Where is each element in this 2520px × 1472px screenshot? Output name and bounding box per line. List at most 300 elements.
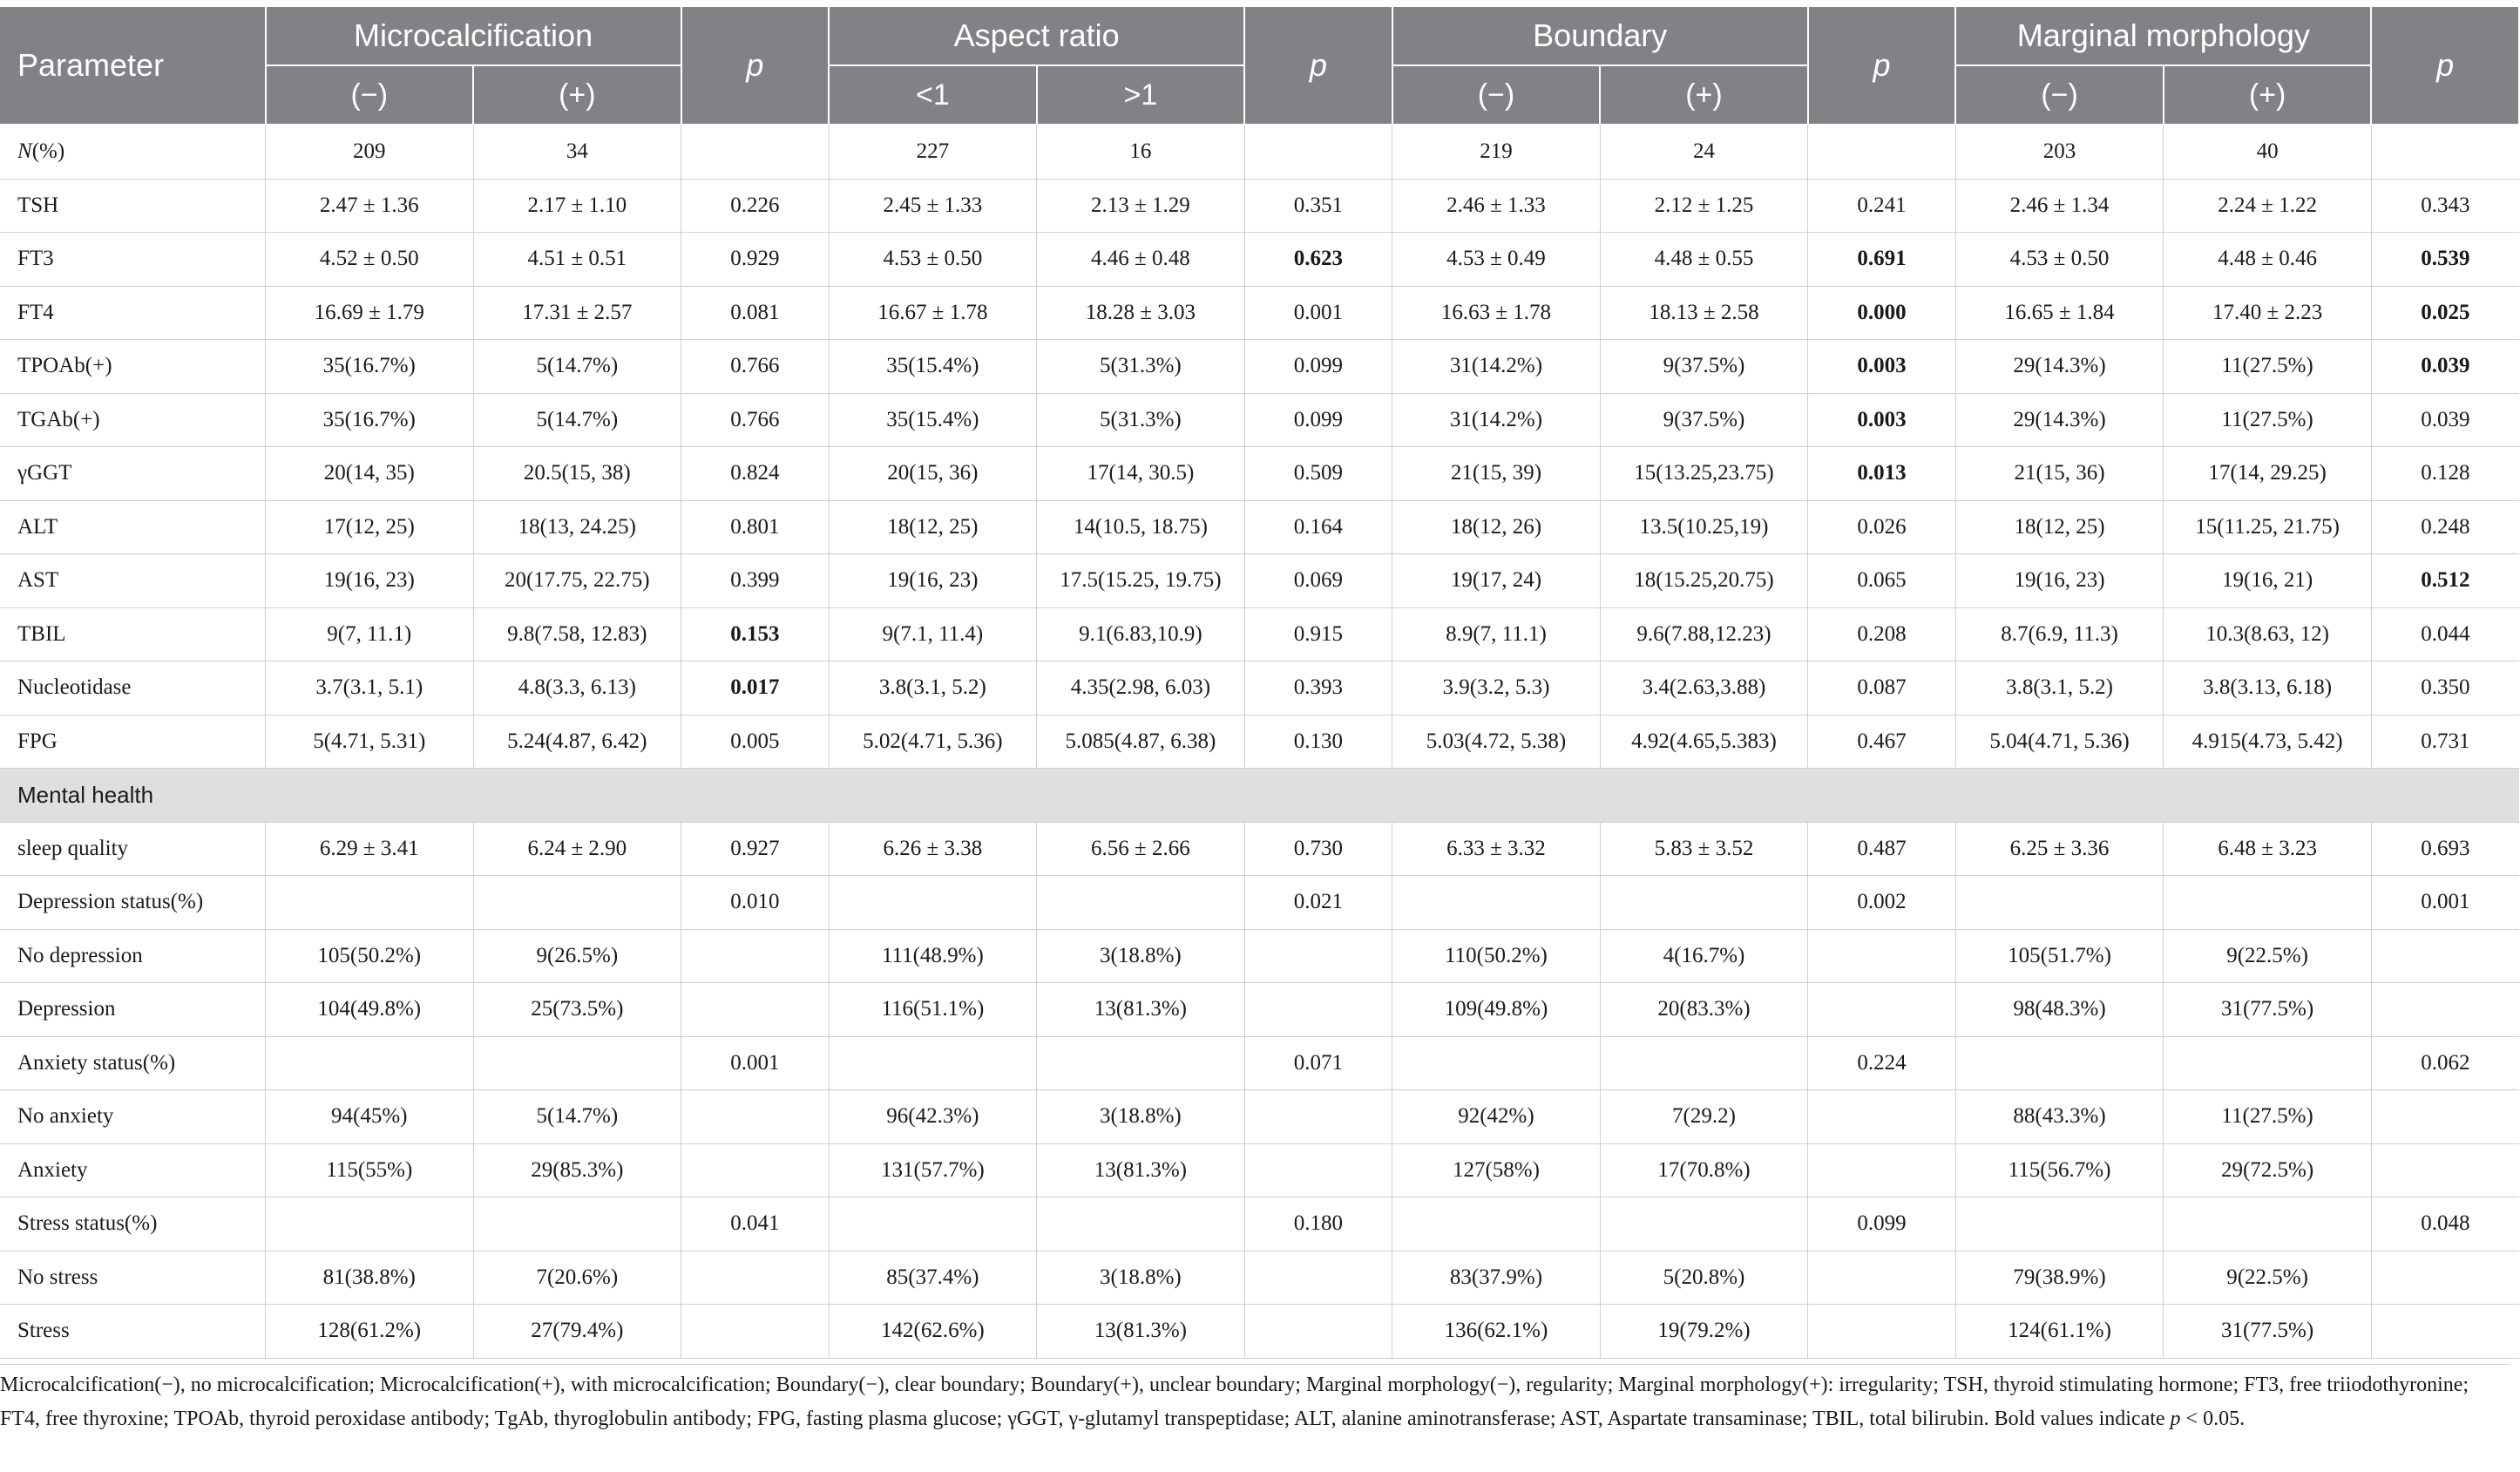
- table-row: [0, 1197, 2519, 1252]
- p-value-cell: 0.017: [681, 661, 830, 716]
- p-value-cell: 0.224: [1808, 1036, 1956, 1090]
- p-value-cell: 0.180: [1244, 1197, 1392, 1252]
- p-value-cell: [2371, 1305, 2519, 1359]
- table-cell: [1244, 125, 1392, 179]
- p-value-cell: 0.801: [681, 500, 830, 554]
- table-cell: 128(61.2%): [266, 1305, 474, 1359]
- table-row: [0, 393, 2519, 447]
- header-sub: (−): [266, 65, 474, 125]
- p-value-cell: 0.071: [1244, 1036, 1392, 1090]
- table-cell: [829, 1036, 1037, 1090]
- p-value-cell: 0.730: [1244, 822, 1392, 876]
- row-label: No anxiety: [0, 1090, 266, 1144]
- row-label: No stress: [0, 1251, 266, 1305]
- table-cell: 5(14.7%): [473, 1090, 681, 1144]
- table-cell: 5(14.7%): [473, 393, 681, 447]
- p-value-cell: 0.226: [681, 179, 830, 233]
- table-cell: 19(79.2%): [1600, 1305, 1808, 1359]
- table-row: [0, 500, 2519, 554]
- table-cell: 4(16.7%): [1600, 929, 1808, 983]
- table-cell: 6.29 ± 3.41: [266, 822, 474, 876]
- table-cell: 13.5(10.25,19): [1600, 500, 1808, 554]
- results-table: [0, 7, 2520, 1359]
- table-cell: 79(38.9%): [1955, 1251, 2164, 1305]
- p-value-cell: 0.025: [2371, 286, 2519, 340]
- p-value-cell: 0.487: [1808, 822, 1956, 876]
- row-label: ALT: [0, 500, 266, 554]
- table-cell: 3.8(3.1, 5.2): [1955, 661, 2164, 716]
- header-p: p: [2371, 7, 2519, 125]
- table-cell: 4.51 ± 0.51: [473, 233, 681, 287]
- table-row: [0, 983, 2519, 1037]
- table-row: [0, 554, 2519, 608]
- table-cell: 6.25 ± 3.36: [1955, 822, 2164, 876]
- table-cell: 5.83 ± 3.52: [1600, 822, 1808, 876]
- table-cell: 2.17 ± 1.10: [473, 179, 681, 233]
- header-sub: (+): [2164, 65, 2372, 125]
- p-value-cell: [1244, 1305, 1392, 1359]
- p-value-cell: 0.915: [1244, 607, 1392, 661]
- table-cell: [1955, 876, 2164, 930]
- table-row: [0, 233, 2519, 287]
- p-value-cell: [1808, 983, 1956, 1037]
- p-value-cell: [2371, 1143, 2519, 1197]
- table-cell: 5(14.7%): [473, 340, 681, 394]
- table-cell: 13(81.3%): [1037, 1305, 1245, 1359]
- table-row: [0, 1305, 2519, 1359]
- row-label: sleep quality: [0, 822, 266, 876]
- p-value-cell: 0.351: [1244, 179, 1392, 233]
- p-value-cell: [1808, 1305, 1956, 1359]
- table-cell: [2164, 1036, 2372, 1090]
- table-cell: 92(42%): [1392, 1090, 1601, 1144]
- table-cell: 3.8(3.13, 6.18): [2164, 661, 2372, 716]
- table-cell: 4.53 ± 0.50: [1955, 233, 2164, 287]
- section-title: Mental health: [0, 769, 2519, 823]
- table-cell: 10.3(8.63, 12): [2164, 607, 2372, 661]
- p-value-cell: 0.087: [1808, 661, 1956, 716]
- table-cell: 203: [1955, 125, 2164, 179]
- table-cell: 3(18.8%): [1037, 929, 1245, 983]
- table-cell: [473, 876, 681, 930]
- table-row: [0, 822, 2519, 876]
- table-cell: 8.7(6.9, 11.3): [1955, 607, 2164, 661]
- p-value-cell: [1244, 1143, 1392, 1197]
- table-cell: 9.8(7.58, 12.83): [473, 607, 681, 661]
- table-cell: 31(77.5%): [2164, 1305, 2372, 1359]
- table-cell: 16.69 ± 1.79: [266, 286, 474, 340]
- table-cell: 35(16.7%): [266, 340, 474, 394]
- p-value-cell: [1808, 1251, 1956, 1305]
- p-value-cell: [681, 1305, 830, 1359]
- p-value-cell: 0.005: [681, 715, 830, 769]
- table-cell: 17.31 ± 2.57: [473, 286, 681, 340]
- p-value-cell: 0.241: [1808, 179, 1956, 233]
- table-cell: 18.28 ± 3.03: [1037, 286, 1245, 340]
- table-cell: 85(37.4%): [829, 1251, 1037, 1305]
- table-cell: 2.46 ± 1.34: [1955, 179, 2164, 233]
- p-value-cell: 0.343: [2371, 179, 2519, 233]
- p-value-cell: 0.039: [2371, 393, 2519, 447]
- p-value-cell: 0.130: [1244, 715, 1392, 769]
- p-value-cell: 0.623: [1244, 233, 1392, 287]
- table-cell: 20(17.75, 22.75): [473, 554, 681, 608]
- p-value-cell: 0.467: [1808, 715, 1956, 769]
- table-cell: 11(27.5%): [2164, 1090, 2372, 1144]
- footnote-end: < 0.05.: [2180, 1408, 2246, 1430]
- table-cell: 29(85.3%): [473, 1143, 681, 1197]
- table-cell: [473, 1036, 681, 1090]
- table-cell: 2.45 ± 1.33: [829, 179, 1037, 233]
- table-cell: 16.65 ± 1.84: [1955, 286, 2164, 340]
- n-suffix: (%): [31, 139, 65, 164]
- p-value-cell: 0.000: [1808, 286, 1956, 340]
- table-row: [0, 1143, 2519, 1197]
- table-cell: 3.9(3.2, 5.3): [1392, 661, 1601, 716]
- row-label: No depression: [0, 929, 266, 983]
- table-cell: 9(37.5%): [1600, 340, 1808, 394]
- table-cell: 11(27.5%): [2164, 393, 2372, 447]
- table-cell: 20.5(15, 38): [473, 447, 681, 501]
- table-cell: 4.8(3.3, 6.13): [473, 661, 681, 716]
- p-value-cell: 0.003: [1808, 340, 1956, 394]
- table-cell: 4.915(4.73, 5.42): [2164, 715, 2372, 769]
- table-cell: 35(15.4%): [829, 393, 1037, 447]
- table-cell: 105(51.7%): [1955, 929, 2164, 983]
- p-value-cell: 0.824: [681, 447, 830, 501]
- table-cell: 111(48.9%): [829, 929, 1037, 983]
- table-cell: [1955, 1197, 2164, 1252]
- table-cell: 3.7(3.1, 5.1): [266, 661, 474, 716]
- header-sub: (+): [473, 65, 681, 125]
- header-p: p: [1244, 7, 1392, 125]
- table-cell: 4.53 ± 0.49: [1392, 233, 1601, 287]
- table-cell: 29(14.3%): [1955, 393, 2164, 447]
- p-value-cell: 0.001: [681, 1036, 830, 1090]
- row-label: FT3: [0, 233, 266, 287]
- p-value-cell: [1808, 929, 1956, 983]
- table-cell: 6.26 ± 3.38: [829, 822, 1037, 876]
- row-label: Depression status(%): [0, 876, 266, 930]
- table-cell: [266, 1036, 474, 1090]
- table-cell: [1600, 876, 1808, 930]
- p-value-cell: 0.512: [2371, 554, 2519, 608]
- table-cell: 17(14, 29.25): [2164, 447, 2372, 501]
- table-cell: 9(26.5%): [473, 929, 681, 983]
- row-label: Stress status(%): [0, 1197, 266, 1252]
- table-cell: 16.63 ± 1.78: [1392, 286, 1601, 340]
- table-cell: 27(79.4%): [473, 1305, 681, 1359]
- table-cell: 109(49.8%): [1392, 983, 1601, 1037]
- table-cell: 18.13 ± 2.58: [1600, 286, 1808, 340]
- table-cell: [1600, 1036, 1808, 1090]
- table-cell: 15(13.25,23.75): [1600, 447, 1808, 501]
- table-cell: 5.24(4.87, 6.42): [473, 715, 681, 769]
- p-value-cell: [681, 983, 830, 1037]
- table-cell: 6.24 ± 2.90: [473, 822, 681, 876]
- table-cell: 40: [2164, 125, 2372, 179]
- table-cell: [829, 876, 1037, 930]
- row-label: FT4: [0, 286, 266, 340]
- table-cell: [1392, 1036, 1601, 1090]
- table-cell: 9(22.5%): [2164, 929, 2372, 983]
- table-cell: 25(73.5%): [473, 983, 681, 1037]
- table-row: [0, 715, 2519, 769]
- table-cell: [473, 1197, 681, 1252]
- row-label: Nucleotidase: [0, 661, 266, 716]
- table-cell: 11(27.5%): [2164, 340, 2372, 394]
- table-cell: 227: [829, 125, 1037, 179]
- p-value-cell: [681, 1090, 830, 1144]
- row-label: γGGT: [0, 447, 266, 501]
- table-cell: 4.52 ± 0.50: [266, 233, 474, 287]
- table-cell: 3(18.8%): [1037, 1090, 1245, 1144]
- table-row: [0, 1090, 2519, 1144]
- p-value-cell: 0.927: [681, 822, 830, 876]
- table-cell: 31(14.2%): [1392, 340, 1601, 394]
- table-cell: 18(12, 26): [1392, 500, 1601, 554]
- table-cell: 19(16, 23): [266, 554, 474, 608]
- table-cell: 9.6(7.88,12.23): [1600, 607, 1808, 661]
- table-cell: 9.1(6.83,10.9): [1037, 607, 1245, 661]
- table-cell: 115(55%): [266, 1143, 474, 1197]
- table-cell: 6.33 ± 3.32: [1392, 822, 1601, 876]
- table-cell: 94(45%): [266, 1090, 474, 1144]
- p-value-cell: 0.099: [1244, 340, 1392, 394]
- table-row: [0, 607, 2519, 661]
- p-value-cell: 0.081: [681, 286, 830, 340]
- p-value-cell: [1244, 983, 1392, 1037]
- table-cell: 18(15.25,20.75): [1600, 554, 1808, 608]
- table-cell: 4.92(4.65,5.383): [1600, 715, 1808, 769]
- table-cell: 116(51.1%): [829, 983, 1037, 1037]
- p-value-cell: [2371, 929, 2519, 983]
- table-row: [0, 447, 2519, 501]
- p-value-cell: 0.069: [1244, 554, 1392, 608]
- table-cell: 16.67 ± 1.78: [829, 286, 1037, 340]
- table-cell: 20(15, 36): [829, 447, 1037, 501]
- table-cell: [266, 876, 474, 930]
- table-row: [0, 179, 2519, 233]
- row-label: Anxiety status(%): [0, 1036, 266, 1090]
- table-cell: 136(62.1%): [1392, 1305, 1601, 1359]
- p-value-cell: 0.509: [1244, 447, 1392, 501]
- table-cell: 31(77.5%): [2164, 983, 2372, 1037]
- p-value-cell: 0.350: [2371, 661, 2519, 716]
- table-cell: [1037, 1197, 1245, 1252]
- table-cell: 17.5(15.25, 19.75): [1037, 554, 1245, 608]
- table-cell: 19(16, 23): [1955, 554, 2164, 608]
- p-value-cell: 0.539: [2371, 233, 2519, 287]
- table-cell: 127(58%): [1392, 1143, 1601, 1197]
- header-group-microcalcification: Microcalcification: [266, 7, 681, 65]
- header-p: p: [1808, 7, 1956, 125]
- p-value-cell: [1244, 1251, 1392, 1305]
- table-cell: 2.24 ± 1.22: [2164, 179, 2372, 233]
- table-cell: 3(18.8%): [1037, 1251, 1245, 1305]
- table-cell: 5.02(4.71, 5.36): [829, 715, 1037, 769]
- table-cell: 13(81.3%): [1037, 983, 1245, 1037]
- table-cell: 14(10.5, 18.75): [1037, 500, 1245, 554]
- p-value-cell: 0.208: [1808, 607, 1956, 661]
- header-sub: <1: [829, 65, 1037, 125]
- table-cell: 9(7, 11.1): [266, 607, 474, 661]
- p-value-cell: [2371, 983, 2519, 1037]
- header-sub: (+): [1600, 65, 1808, 125]
- table-cell: 131(57.7%): [829, 1143, 1037, 1197]
- table-cell: 9(37.5%): [1600, 393, 1808, 447]
- p-value-cell: 0.153: [681, 607, 830, 661]
- p-value-cell: [681, 1143, 830, 1197]
- p-value-cell: 0.248: [2371, 500, 2519, 554]
- table-cell: 2.12 ± 1.25: [1600, 179, 1808, 233]
- header-sub: (−): [1955, 65, 2164, 125]
- table-cell: 19(16, 23): [829, 554, 1037, 608]
- table-cell: 115(56.7%): [1955, 1143, 2164, 1197]
- table-cell: [1392, 876, 1601, 930]
- row-label: Depression: [0, 983, 266, 1037]
- table-cell: 5.085(4.87, 6.38): [1037, 715, 1245, 769]
- row-label: [0, 125, 266, 179]
- table-cell: 31(14.2%): [1392, 393, 1601, 447]
- row-label: FPG: [0, 715, 266, 769]
- table-cell: 24: [1600, 125, 1808, 179]
- p-value-cell: 0.013: [1808, 447, 1956, 501]
- table-cell: 7(20.6%): [473, 1251, 681, 1305]
- table-cell: 105(50.2%): [266, 929, 474, 983]
- row-label: Stress: [0, 1305, 266, 1359]
- p-value-cell: [2371, 1251, 2519, 1305]
- table-cell: 2.13 ± 1.29: [1037, 179, 1245, 233]
- table-cell: 17(14, 30.5): [1037, 447, 1245, 501]
- table-header: [0, 7, 2519, 125]
- p-value-cell: 0.766: [681, 393, 830, 447]
- row-label: TPOAb(+): [0, 340, 266, 394]
- p-value-cell: 0.099: [1244, 393, 1392, 447]
- table-cell: 7(29.2): [1600, 1090, 1808, 1144]
- n-symbol: N: [17, 139, 32, 164]
- header-sub: (−): [1392, 65, 1601, 125]
- table-cell: 9(7.1, 11.4): [829, 607, 1037, 661]
- p-value-cell: 0.044: [2371, 607, 2519, 661]
- section-row-mental-health: [0, 769, 2519, 823]
- p-value-cell: 0.065: [1808, 554, 1956, 608]
- p-value-cell: 0.731: [2371, 715, 2519, 769]
- header-p: p: [681, 7, 830, 125]
- p-value-cell: 0.399: [681, 554, 830, 608]
- table-row: [0, 661, 2519, 716]
- table-cell: 110(50.2%): [1392, 929, 1601, 983]
- p-value-cell: 0.039: [2371, 340, 2519, 394]
- table-cell: 104(49.8%): [266, 983, 474, 1037]
- p-value-cell: 0.010: [681, 876, 830, 930]
- p-value-cell: 0.393: [1244, 661, 1392, 716]
- row-label: TBIL: [0, 607, 266, 661]
- footnote-p: p: [2170, 1408, 2181, 1430]
- p-value-cell: 0.164: [1244, 500, 1392, 554]
- table-row: [0, 929, 2519, 983]
- table-body: [0, 125, 2519, 1358]
- table-cell: 219: [1392, 125, 1601, 179]
- table-cell: [1808, 125, 1956, 179]
- table-cell: 4.48 ± 0.55: [1600, 233, 1808, 287]
- table-cell: 17(70.8%): [1600, 1143, 1808, 1197]
- p-value-cell: [1244, 1090, 1392, 1144]
- p-value-cell: 0.026: [1808, 500, 1956, 554]
- table-cell: 35(16.7%): [266, 393, 474, 447]
- header-parameter: Parameter: [0, 7, 266, 125]
- table-cell: 17.40 ± 2.23: [2164, 286, 2372, 340]
- table-cell: 4.53 ± 0.50: [829, 233, 1037, 287]
- p-value-cell: 0.693: [2371, 822, 2519, 876]
- table-cell: 83(37.9%): [1392, 1251, 1601, 1305]
- table-cell: [1037, 1036, 1245, 1090]
- table-cell: [681, 125, 830, 179]
- table-cell: [1392, 1197, 1601, 1252]
- table-cell: 19(16, 21): [2164, 554, 2372, 608]
- table-row: [0, 876, 2519, 930]
- table-cell: [1955, 1036, 2164, 1090]
- table-row: [0, 1036, 2519, 1090]
- row-label: Anxiety: [0, 1143, 266, 1197]
- p-value-cell: [2371, 1090, 2519, 1144]
- table-cell: 142(62.6%): [829, 1305, 1037, 1359]
- row-label: AST: [0, 554, 266, 608]
- table-cell: [266, 1197, 474, 1252]
- table-cell: 4.35(2.98, 6.03): [1037, 661, 1245, 716]
- table-cell: [2164, 876, 2372, 930]
- table-cell: 21(15, 36): [1955, 447, 2164, 501]
- row-label: TSH: [0, 179, 266, 233]
- table-row-n: [0, 125, 2519, 179]
- table-cell: 4.48 ± 0.46: [2164, 233, 2372, 287]
- header-sub: >1: [1037, 65, 1245, 125]
- table-cell: 5.03(4.72, 5.38): [1392, 715, 1601, 769]
- p-value-cell: 0.001: [1244, 286, 1392, 340]
- table-cell: 17(12, 25): [266, 500, 474, 554]
- table-cell: 29(14.3%): [1955, 340, 2164, 394]
- table-cell: 88(43.3%): [1955, 1090, 2164, 1144]
- table-cell: 18(12, 25): [829, 500, 1037, 554]
- table-cell: 29(72.5%): [2164, 1143, 2372, 1197]
- table-cell: 20(83.3%): [1600, 983, 1808, 1037]
- table-cell: 124(61.1%): [1955, 1305, 2164, 1359]
- table-cell: [829, 1197, 1037, 1252]
- table-cell: 13(81.3%): [1037, 1143, 1245, 1197]
- table-row: [0, 286, 2519, 340]
- table-cell: 18(12, 25): [1955, 500, 2164, 554]
- table-cell: 5(20.8%): [1600, 1251, 1808, 1305]
- table-cell: [1037, 876, 1245, 930]
- table-cell: 5(31.3%): [1037, 393, 1245, 447]
- p-value-cell: [681, 929, 830, 983]
- table-cell: 20(14, 35): [266, 447, 474, 501]
- p-value-cell: 0.929: [681, 233, 830, 287]
- table-cell: [2164, 1197, 2372, 1252]
- p-value-cell: 0.002: [1808, 876, 1956, 930]
- p-value-cell: 0.003: [1808, 393, 1956, 447]
- table-cell: 98(48.3%): [1955, 983, 2164, 1037]
- table-cell: 4.46 ± 0.48: [1037, 233, 1245, 287]
- table-cell: 35(15.4%): [829, 340, 1037, 394]
- table-cell: 21(15, 39): [1392, 447, 1601, 501]
- table-cell: 19(17, 24): [1392, 554, 1601, 608]
- p-value-cell: 0.691: [1808, 233, 1956, 287]
- footnote-text: Microcalcification(−), no microcalcification; Microcalcification(+), with microcalcification; Boundary(−), clear boundary; Boundary(+), unclear boundary; Marginal morphology(−), regularity; Marginal morphology(+): irregularity; TSH, thyroid stimulating hormone; FT3, free triiodothyronine; FT4, free thyroxine; TPOAb, thyroid peroxidase antibody; TgAb, thyroglobulin antibody; FPG, fasting plasma glucose; γGGT, γ-glutamyl transpeptidase; ALT, alanine aminotransferase; AST, Aspartate transaminase; TBIL, total bilirubin. Bold values indicate: [0, 1374, 2469, 1430]
- table-cell: 3.8(3.1, 5.2): [829, 661, 1037, 716]
- table-cell: 18(13, 24.25): [473, 500, 681, 554]
- table-cell: 6.48 ± 3.23: [2164, 822, 2372, 876]
